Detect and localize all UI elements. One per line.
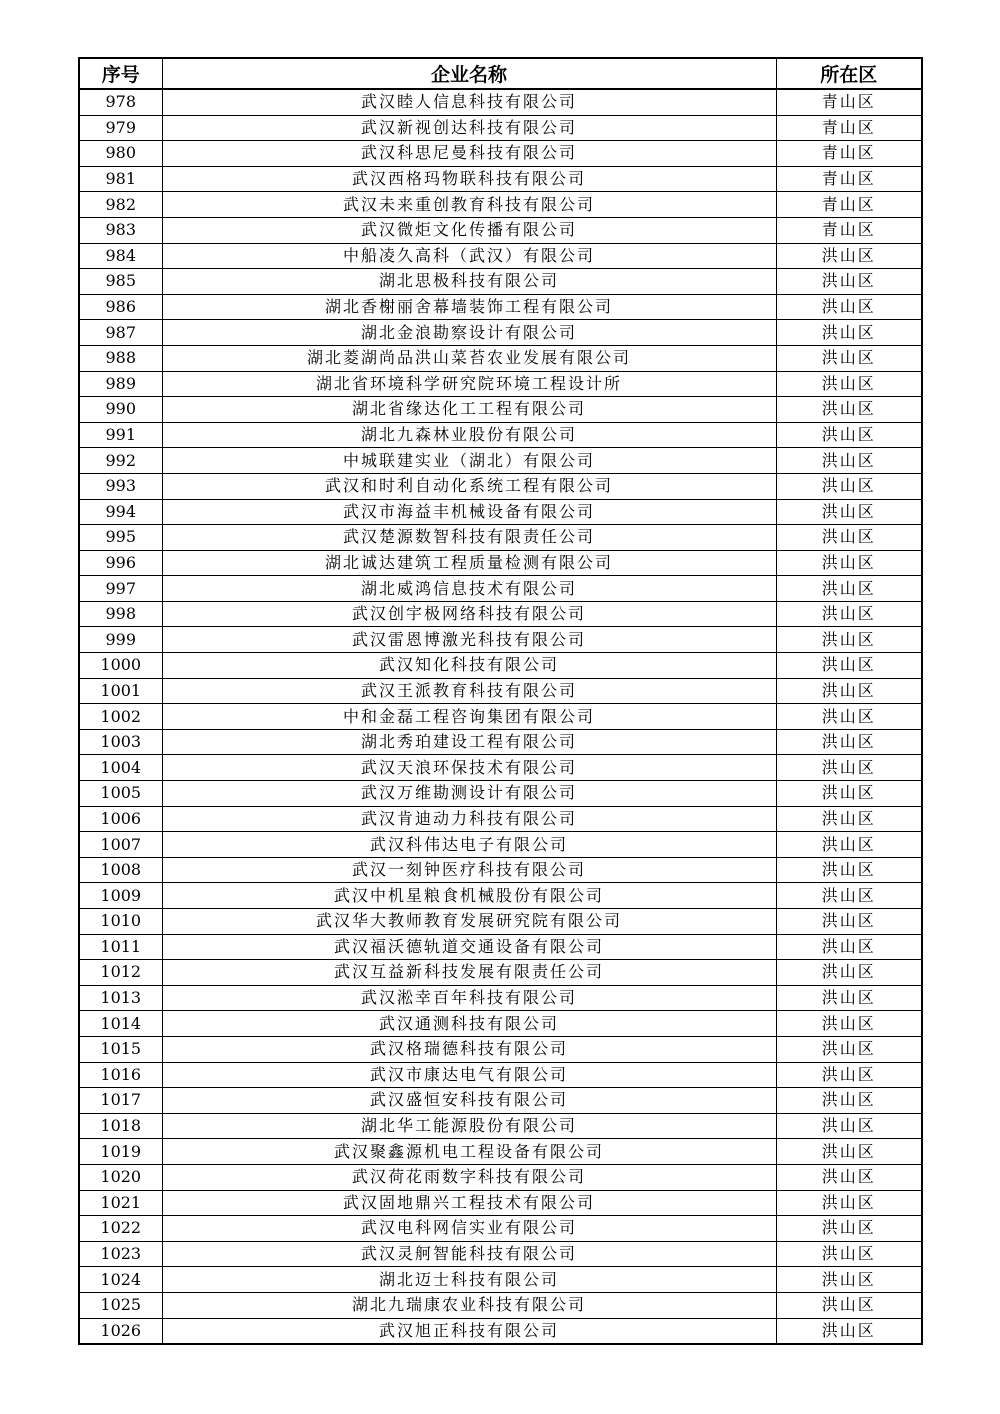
cell-district: 洪山区 [776, 960, 922, 986]
cell-name: 武汉睦人信息科技有限公司 [162, 89, 776, 115]
cell-number: 1017 [79, 1088, 162, 1114]
cell-name: 武汉电科网信实业有限公司 [162, 1216, 776, 1242]
cell-name: 中船凌久高科（武汉）有限公司 [162, 243, 776, 269]
cell-number: 994 [79, 499, 162, 525]
cell-district: 洪山区 [776, 345, 922, 371]
cell-number: 992 [79, 448, 162, 474]
cell-number: 1007 [79, 832, 162, 858]
table-body [79, 89, 922, 1344]
table-row [79, 115, 922, 141]
cell-number: 1014 [79, 1011, 162, 1037]
cell-name: 武汉市康达电气有限公司 [162, 1062, 776, 1088]
cell-name: 湖北省缘达化工工程有限公司 [162, 397, 776, 423]
table-row [79, 269, 922, 295]
cell-number: 993 [79, 473, 162, 499]
cell-number: 991 [79, 422, 162, 448]
table-row [79, 1241, 922, 1267]
table-row [79, 883, 922, 909]
cell-number: 979 [79, 115, 162, 141]
cell-district: 洪山区 [776, 1190, 922, 1216]
cell-district: 青山区 [776, 217, 922, 243]
cell-district: 青山区 [776, 89, 922, 115]
cell-district: 洪山区 [776, 320, 922, 346]
cell-district: 洪山区 [776, 243, 922, 269]
cell-district: 洪山区 [776, 1267, 922, 1293]
cell-number: 1006 [79, 806, 162, 832]
cell-name: 武汉天浪环保技术有限公司 [162, 755, 776, 781]
cell-district: 青山区 [776, 141, 922, 167]
cell-name: 湖北威鸿信息技术有限公司 [162, 576, 776, 602]
cell-district: 洪山区 [776, 269, 922, 295]
cell-district: 洪山区 [776, 857, 922, 883]
cell-name: 武汉万维勘测设计有限公司 [162, 781, 776, 807]
cell-number: 1021 [79, 1190, 162, 1216]
cell-district: 洪山区 [776, 1062, 922, 1088]
table-row [79, 627, 922, 653]
cell-district: 青山区 [776, 192, 922, 218]
cell-number: 1011 [79, 934, 162, 960]
cell-district: 洪山区 [776, 678, 922, 704]
table-row [79, 576, 922, 602]
cell-name: 湖北九森林业股份有限公司 [162, 422, 776, 448]
cell-name: 武汉聚鑫源机电工程设备有限公司 [162, 1139, 776, 1165]
table-row [79, 499, 922, 525]
cell-district: 洪山区 [776, 499, 922, 525]
cell-number: 1005 [79, 781, 162, 807]
table-row [79, 755, 922, 781]
cell-name: 武汉雷恩博激光科技有限公司 [162, 627, 776, 653]
cell-district: 洪山区 [776, 371, 922, 397]
table-row [79, 832, 922, 858]
table-row [79, 909, 922, 935]
table-row [79, 1292, 922, 1318]
cell-district: 洪山区 [776, 755, 922, 781]
header-district: 所在区 [776, 58, 922, 89]
cell-district: 洪山区 [776, 909, 922, 935]
table-row [79, 1139, 922, 1165]
cell-number: 986 [79, 294, 162, 320]
cell-number: 978 [79, 89, 162, 115]
cell-name: 武汉科伟达电子有限公司 [162, 832, 776, 858]
cell-district: 洪山区 [776, 1216, 922, 1242]
cell-name: 武汉市海益丰机械设备有限公司 [162, 499, 776, 525]
cell-name: 湖北金浪勘察设计有限公司 [162, 320, 776, 346]
table-row [79, 1190, 922, 1216]
cell-district: 青山区 [776, 115, 922, 141]
cell-name: 湖北诚达建筑工程质量检测有限公司 [162, 550, 776, 576]
table-row [79, 448, 922, 474]
cell-number: 988 [79, 345, 162, 371]
cell-name: 武汉新视创达科技有限公司 [162, 115, 776, 141]
cell-name: 湖北迈士科技有限公司 [162, 1267, 776, 1293]
cell-name: 武汉肯迪动力科技有限公司 [162, 806, 776, 832]
cell-district: 洪山区 [776, 985, 922, 1011]
cell-number: 983 [79, 217, 162, 243]
table-row [79, 525, 922, 551]
cell-name: 湖北九瑞康农业科技有限公司 [162, 1292, 776, 1318]
cell-name: 湖北菱湖尚品洪山菜苔农业发展有限公司 [162, 345, 776, 371]
cell-district: 洪山区 [776, 1292, 922, 1318]
cell-name: 武汉中机星粮食机械股份有限公司 [162, 883, 776, 909]
table-row [79, 1318, 922, 1344]
cell-name: 武汉盛恒安科技有限公司 [162, 1088, 776, 1114]
cell-district: 洪山区 [776, 525, 922, 551]
cell-number: 996 [79, 550, 162, 576]
cell-name: 中城联建实业（湖北）有限公司 [162, 448, 776, 474]
cell-number: 1020 [79, 1164, 162, 1190]
table-row [79, 550, 922, 576]
cell-number: 1012 [79, 960, 162, 986]
table-row [79, 1164, 922, 1190]
cell-name: 武汉未来重创教育科技有限公司 [162, 192, 776, 218]
cell-number: 997 [79, 576, 162, 602]
table-row [79, 960, 922, 986]
cell-name: 湖北思极科技有限公司 [162, 269, 776, 295]
cell-number: 990 [79, 397, 162, 423]
cell-name: 武汉荷花雨数字科技有限公司 [162, 1164, 776, 1190]
table-row [79, 678, 922, 704]
cell-district: 洪山区 [776, 473, 922, 499]
cell-district: 洪山区 [776, 1113, 922, 1139]
cell-district: 洪山区 [776, 1241, 922, 1267]
table-row [79, 1011, 922, 1037]
cell-number: 982 [79, 192, 162, 218]
company-table [78, 57, 923, 1345]
cell-name: 武汉格瑞德科技有限公司 [162, 1036, 776, 1062]
cell-district: 洪山区 [776, 832, 922, 858]
table-row [79, 857, 922, 883]
cell-number: 1004 [79, 755, 162, 781]
cell-number: 1001 [79, 678, 162, 704]
cell-number: 1025 [79, 1292, 162, 1318]
cell-district: 洪山区 [776, 883, 922, 909]
table-row [79, 473, 922, 499]
cell-number: 1002 [79, 704, 162, 730]
cell-name: 湖北秀珀建设工程有限公司 [162, 729, 776, 755]
cell-district: 青山区 [776, 166, 922, 192]
table-row [79, 320, 922, 346]
table-row [79, 217, 922, 243]
table-row [79, 192, 922, 218]
cell-district: 洪山区 [776, 627, 922, 653]
table-row [79, 397, 922, 423]
cell-district: 洪山区 [776, 934, 922, 960]
table-row [79, 166, 922, 192]
cell-number: 1019 [79, 1139, 162, 1165]
cell-district: 洪山区 [776, 1088, 922, 1114]
cell-name: 武汉旭正科技有限公司 [162, 1318, 776, 1344]
cell-name: 武汉王派教育科技有限公司 [162, 678, 776, 704]
table-row [79, 985, 922, 1011]
cell-number: 998 [79, 601, 162, 627]
cell-number: 1016 [79, 1062, 162, 1088]
table-row [79, 1216, 922, 1242]
cell-district: 洪山区 [776, 550, 922, 576]
cell-number: 1023 [79, 1241, 162, 1267]
cell-number: 981 [79, 166, 162, 192]
cell-district: 洪山区 [776, 422, 922, 448]
cell-name: 武汉西格玛物联科技有限公司 [162, 166, 776, 192]
table-row [79, 653, 922, 679]
table-row [79, 601, 922, 627]
cell-name: 武汉互益新科技发展有限责任公司 [162, 960, 776, 986]
cell-number: 1015 [79, 1036, 162, 1062]
cell-number: 985 [79, 269, 162, 295]
cell-name: 武汉福沃德轨道交通设备有限公司 [162, 934, 776, 960]
cell-name: 武汉灵舸智能科技有限公司 [162, 1241, 776, 1267]
cell-district: 洪山区 [776, 653, 922, 679]
table-row [79, 243, 922, 269]
cell-name: 武汉创宇极网络科技有限公司 [162, 601, 776, 627]
cell-number: 1009 [79, 883, 162, 909]
table-row [79, 729, 922, 755]
table-row [79, 1267, 922, 1293]
cell-district: 洪山区 [776, 806, 922, 832]
cell-district: 洪山区 [776, 1139, 922, 1165]
table-row [79, 89, 922, 115]
table-row [79, 704, 922, 730]
cell-name: 武汉知化科技有限公司 [162, 653, 776, 679]
table-row [79, 371, 922, 397]
table-row [79, 781, 922, 807]
table-row [79, 1088, 922, 1114]
cell-district: 洪山区 [776, 1011, 922, 1037]
cell-number: 999 [79, 627, 162, 653]
cell-number: 1000 [79, 653, 162, 679]
table-row [79, 294, 922, 320]
cell-name: 武汉科思尼曼科技有限公司 [162, 141, 776, 167]
cell-district: 洪山区 [776, 1036, 922, 1062]
cell-name: 武汉淞幸百年科技有限公司 [162, 985, 776, 1011]
cell-number: 989 [79, 371, 162, 397]
table-row [79, 422, 922, 448]
cell-name: 中和金磊工程咨询集团有限公司 [162, 704, 776, 730]
cell-number: 995 [79, 525, 162, 551]
cell-name: 湖北华工能源股份有限公司 [162, 1113, 776, 1139]
cell-number: 1022 [79, 1216, 162, 1242]
cell-number: 984 [79, 243, 162, 269]
table-row [79, 934, 922, 960]
cell-number: 1010 [79, 909, 162, 935]
cell-district: 洪山区 [776, 781, 922, 807]
cell-name: 武汉固地鼎兴工程技术有限公司 [162, 1190, 776, 1216]
cell-name: 湖北香榭丽舍幕墙装饰工程有限公司 [162, 294, 776, 320]
cell-name: 武汉华大教师教育发展研究院有限公司 [162, 909, 776, 935]
table-row [79, 345, 922, 371]
cell-number: 1018 [79, 1113, 162, 1139]
table-header [79, 58, 922, 89]
cell-district: 洪山区 [776, 601, 922, 627]
cell-number: 1008 [79, 857, 162, 883]
cell-district: 洪山区 [776, 729, 922, 755]
cell-name: 武汉一刻钟医疗科技有限公司 [162, 857, 776, 883]
cell-district: 洪山区 [776, 704, 922, 730]
table-row [79, 1062, 922, 1088]
cell-number: 1024 [79, 1267, 162, 1293]
cell-name: 湖北省环境科学研究院环境工程设计所 [162, 371, 776, 397]
cell-number: 1026 [79, 1318, 162, 1344]
cell-name: 武汉和时利自动化系统工程有限公司 [162, 473, 776, 499]
table-row [79, 141, 922, 167]
cell-district: 洪山区 [776, 1318, 922, 1344]
cell-district: 洪山区 [776, 294, 922, 320]
cell-name: 武汉微炬文化传播有限公司 [162, 217, 776, 243]
cell-number: 980 [79, 141, 162, 167]
header-company-name: 企业名称 [162, 58, 776, 89]
cell-district: 洪山区 [776, 448, 922, 474]
cell-district: 洪山区 [776, 576, 922, 602]
table-row [79, 1036, 922, 1062]
header-row [79, 58, 922, 89]
cell-name: 武汉通测科技有限公司 [162, 1011, 776, 1037]
cell-district: 洪山区 [776, 1164, 922, 1190]
cell-district: 洪山区 [776, 397, 922, 423]
cell-number: 1003 [79, 729, 162, 755]
table-row [79, 1113, 922, 1139]
cell-number: 987 [79, 320, 162, 346]
cell-name: 武汉楚源数智科技有限责任公司 [162, 525, 776, 551]
table-row [79, 806, 922, 832]
header-number: 序号 [79, 58, 162, 89]
cell-number: 1013 [79, 985, 162, 1011]
